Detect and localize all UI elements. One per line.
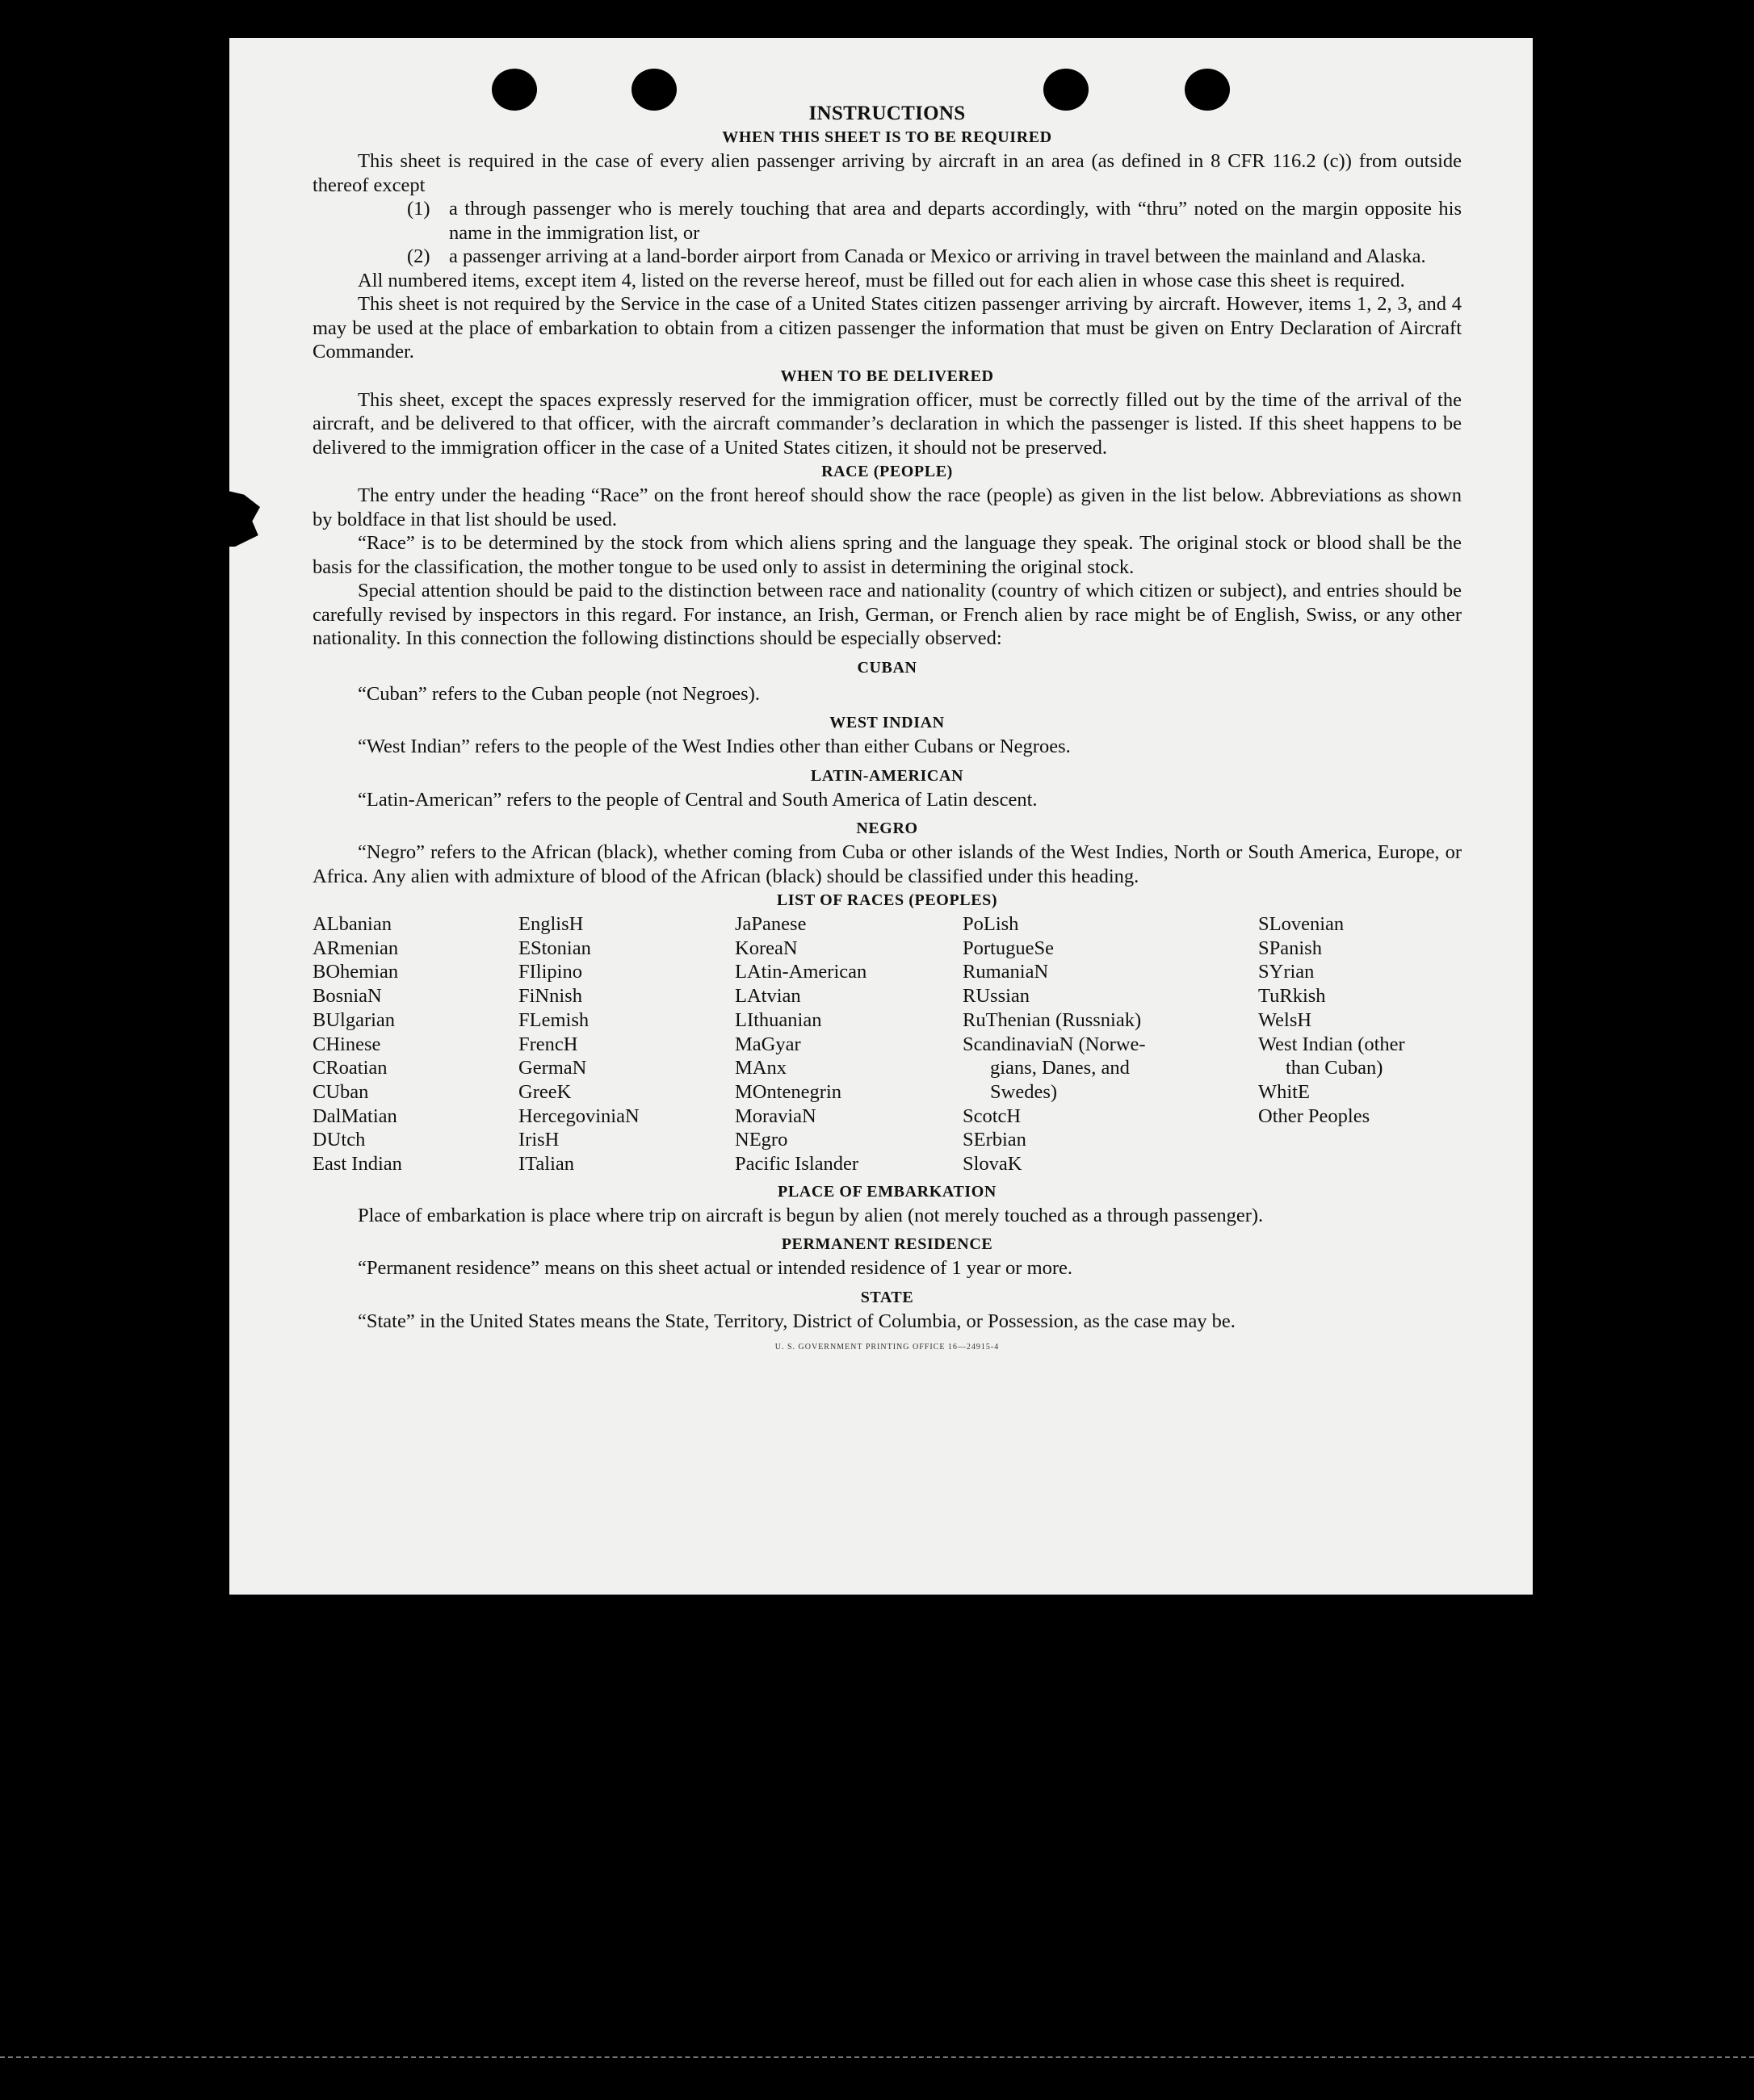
race-entry: Pacific Islander — [735, 1153, 859, 1176]
race-entry: ScotcH — [963, 1104, 1022, 1127]
section-heading: STATE — [860, 1288, 914, 1306]
section-heading: WEST INDIAN — [829, 714, 945, 731]
paragraph: This sheet, except the spaces expressly reserved for the immigration officer, must be correctly filled out by the time of the arrival of the aircraft, and be delivered to that officer, with the aircraft commander’s declaration in which the passenger is listed. If this sheet happens to be delivered to the immigration officer in the case of a United States citizen, it should not be preserved. — [313, 388, 1462, 459]
race-entry: Other Peoples — [1258, 1104, 1370, 1127]
race-entry: MaGyar — [735, 1033, 801, 1055]
race-entry: LIthuanian — [735, 1008, 822, 1031]
race-entry: than Cuban) — [1286, 1057, 1383, 1079]
race-entry: West Indian (other — [1258, 1033, 1405, 1055]
race-entry: GermaN — [518, 1057, 587, 1079]
race-entry: TuRkish — [1258, 985, 1326, 1008]
list-item-text: a through passenger who is merely touching that area and departs accordingly, with “thru” noted on the margin opposite his name in the immigration list, or — [449, 198, 1462, 244]
section-heading: WHEN THIS SHEET IS TO BE REQUIRED — [722, 128, 1052, 146]
race-entry: East Indian — [313, 1153, 402, 1176]
scan-edge-line — [0, 2056, 1754, 2058]
race-column — [735, 912, 963, 1176]
race-column — [313, 912, 518, 1176]
section-heading: CUBAN — [857, 658, 917, 677]
page-title: INSTRUCTIONS — [808, 103, 966, 124]
race-entry: PoLish — [963, 913, 1019, 935]
paragraph: “Race” is to be determined by the stock from which aliens spring and the language they speak. The original stock or blood shall be the basis for the classification, the mother tongue to be used only to assist in determining the original stock. — [313, 532, 1462, 578]
list-item — [407, 245, 1462, 269]
race-entry: FrencH — [518, 1033, 578, 1055]
race-entry: HercegoviniaN — [518, 1104, 640, 1127]
race-entry: CHinese — [313, 1033, 381, 1055]
race-list — [313, 912, 1462, 1176]
race-column — [518, 912, 735, 1176]
race-entry: CUban — [313, 1080, 369, 1103]
paragraph: Special attention should be paid to the distinction between race and nationality (country of which citizen or subject), and entries should be carefully revised by inspectors in this regard. For instance, an Irish, German, or French alien by race might be of English, Swiss, or any other nationality. In this connection the following distinctions should be especially observed: — [313, 580, 1462, 649]
torn-edge — [224, 490, 260, 547]
punch-hole — [1043, 69, 1089, 111]
race-entry: SPanish — [1258, 937, 1322, 959]
race-entry: RUssian — [963, 985, 1030, 1008]
paragraph: This sheet is not required by the Service in the case of a United States citizen passenger arriving by aircraft. However, items 1, 2, 3, and 4 may be used at the place of embarkation to obtain from a citizen passenger the information that must be given on Entry Declaration of Aircraft Commander. — [313, 293, 1462, 363]
list-item — [407, 197, 1462, 245]
paragraph: All numbered items, except item 4, listed on the reverse hereof, must be filled out for each alien in whose case this sheet is required. — [358, 269, 1405, 291]
race-entry: SErbian — [963, 1129, 1026, 1151]
race-entry: DalMatian — [313, 1104, 397, 1127]
race-entry: EStonian — [518, 937, 591, 959]
paragraph: “West Indian” refers to the people of the West Indies other than either Cubans or Negroes. — [358, 736, 1071, 757]
race-entry: WhitE — [1258, 1080, 1310, 1103]
document-sheet — [229, 38, 1533, 1595]
race-entry: FLemish — [518, 1008, 590, 1031]
race-entry: RuThenian (Russniak) — [963, 1008, 1142, 1031]
section-heading: WHEN TO BE DELIVERED — [780, 367, 994, 385]
race-entry: RumaniaN — [963, 961, 1049, 983]
race-entry: DUtch — [313, 1129, 366, 1151]
section-heading: PERMANENT RESIDENCE — [781, 1235, 993, 1254]
punch-hole — [1185, 69, 1230, 111]
race-entry: SYrian — [1258, 961, 1315, 983]
race-entry: ARmenian — [313, 937, 399, 959]
paragraph: Place of embarkation is place where trip on aircraft is begun by alien (not merely touched as a through passenger). — [358, 1204, 1264, 1226]
paragraph: “State” in the United States means the State, Territory, District of Columbia, or Possession, as the case may be. — [358, 1310, 1236, 1332]
paragraph: “Negro” refers to the African (black), whether coming from Cuba or other islands of the West Indies, North or South America, Europe, or Africa. Any alien with admixture of blood of the African (black) should be classified under this heading. — [313, 841, 1462, 887]
race-entry: SLovenian — [1258, 913, 1345, 935]
race-entry: LAtin-American — [735, 961, 867, 983]
list-item-number: (1) — [407, 198, 430, 220]
race-entry: BUlgarian — [313, 1008, 396, 1031]
race-entry: MAnx — [735, 1057, 787, 1079]
paragraph: “Latin-American” refers to the people of Central and South America of Latin descent. — [358, 788, 1038, 811]
race-entry: NEgro — [735, 1129, 788, 1151]
race-entry: CRoatian — [313, 1057, 388, 1079]
section-heading: RACE (PEOPLE) — [821, 463, 953, 480]
race-entry: BOhemian — [313, 961, 399, 983]
list-item-number: (2) — [407, 245, 430, 267]
race-entry: MoraviaN — [735, 1104, 816, 1127]
race-entry: SlovaK — [963, 1153, 1022, 1176]
section-heading: NEGRO — [856, 819, 918, 837]
race-entry: JaPanese — [735, 913, 807, 935]
punch-hole — [632, 69, 677, 111]
paragraph: “Permanent residence” means on this sheet actual or intended residence of 1 year or more. — [358, 1257, 1073, 1280]
race-entry: IrisH — [518, 1129, 560, 1151]
section-heading: PLACE OF EMBARKATION — [778, 1182, 997, 1201]
section-heading: LIST OF RACES (PEOPLES) — [776, 891, 998, 909]
race-entry: WelsH — [1258, 1008, 1312, 1031]
paragraph: The entry under the heading “Race” on the front hereof should show the race (people) as given in the list below. Abbreviations as shown by boldface in that list should be used. — [313, 484, 1462, 530]
list-item-text: a passenger arriving at a land-border airport from Canada or Mexico or arriving in travel between the mainland and Alaska. — [449, 245, 1426, 267]
race-entry: ALbanian — [313, 913, 392, 935]
race-entry: FiNnish — [518, 985, 582, 1008]
paragraph: “Cuban” refers to the Cuban people (not Negroes). — [358, 682, 760, 705]
paragraph: This sheet is required in the case of every alien passenger arriving by aircraft in an area (as defined in 8 CFR 116.2 (c)) from outside thereof except — [313, 150, 1462, 196]
punch-hole — [492, 69, 537, 111]
race-entry: FIlipino — [518, 961, 582, 983]
race-entry: BosniaN — [313, 985, 382, 1008]
race-column — [1258, 912, 1463, 1176]
race-column — [963, 912, 1205, 1176]
race-entry: PortugueSe — [963, 937, 1054, 959]
printer-imprint: U. S. GOVERNMENT PRINTING OFFICE 16—24915-4 — [774, 1343, 1000, 1352]
race-entry: ScandinaviaN (Norwe- — [963, 1033, 1146, 1055]
race-entry: gians, Danes, and — [990, 1057, 1130, 1079]
race-entry: ITalian — [518, 1153, 575, 1176]
race-entry: EnglisH — [518, 913, 584, 935]
race-entry: Swedes) — [990, 1080, 1058, 1103]
race-entry: LAtvian — [735, 985, 801, 1008]
section-heading: LATIN-AMERICAN — [810, 766, 964, 785]
race-entry: KoreaN — [735, 937, 798, 959]
race-entry: GreeK — [518, 1080, 572, 1103]
race-entry: MOntenegrin — [735, 1080, 841, 1103]
